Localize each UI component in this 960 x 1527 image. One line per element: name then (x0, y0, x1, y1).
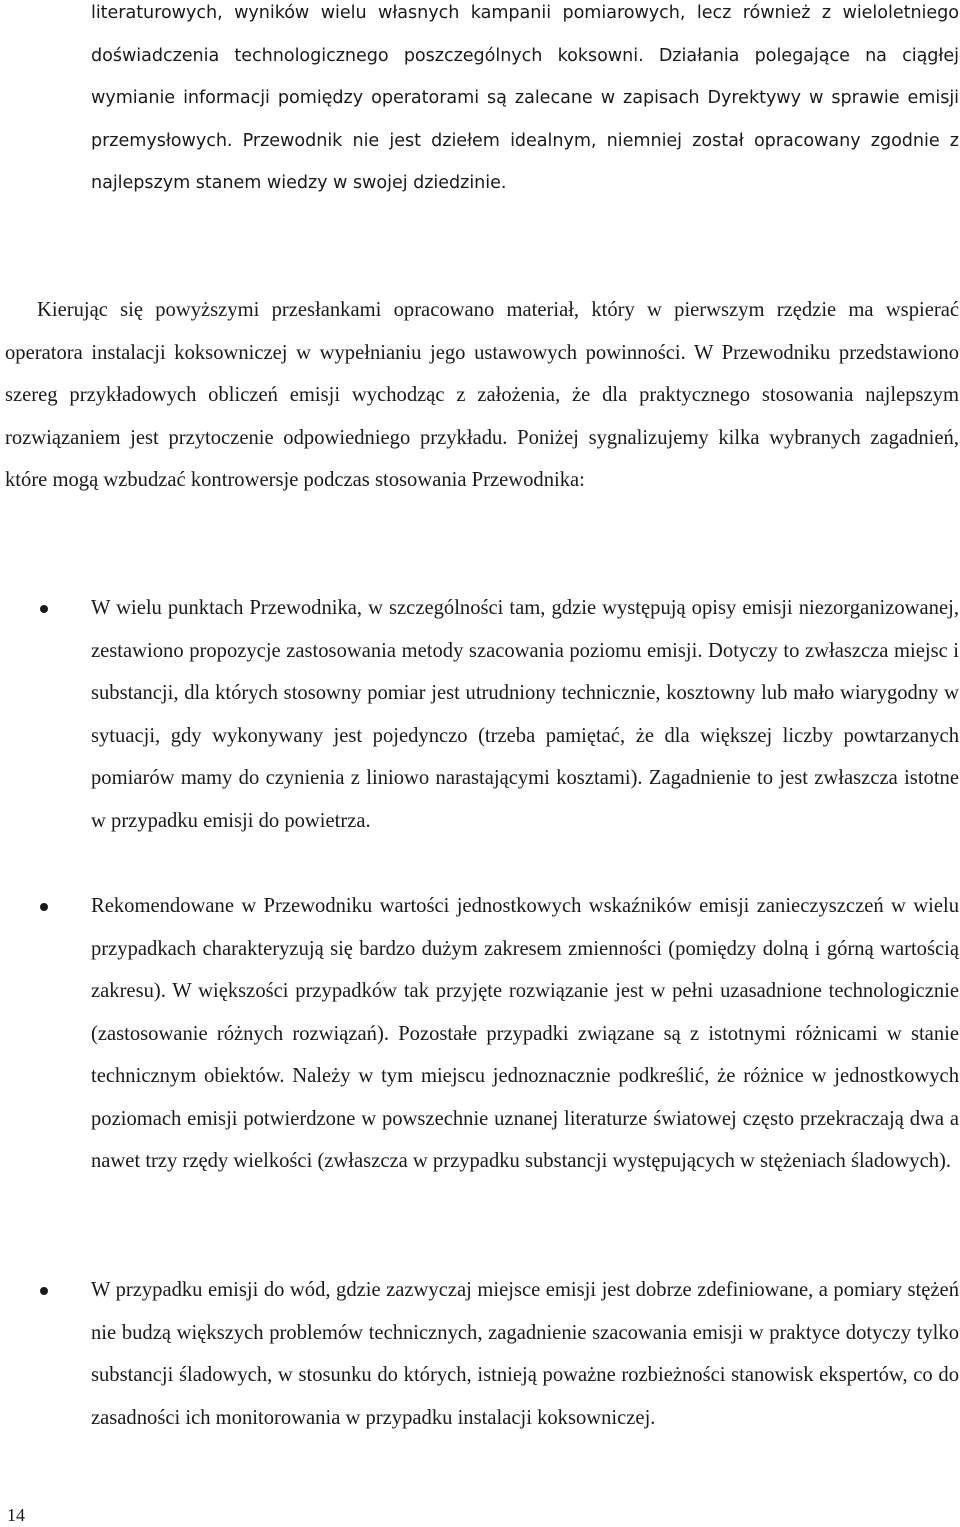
bullet-text: Rekomendowane w Przewodniku wartości jednostkowych wskaźników emisji zanieczyszczeń w wielu przypadkach charakteryzują się bardzo dużym zakresem zmienności (pomiędzy dolną i górną wartością zakresu). W większości przypadków tak przyjęte rozwiązanie jest w pełni uzasadnione technologicznie (zastosowanie różnych rozwiązań). Pozostałe przypadki związane są z istotnymi różnicami w stanie technicznym obiektów. Należy w tym miejscu jednoznacznie podkreślić, że różnice w jednostkowych poziomach emisji potwierdzone w powszechnie uznanej literaturze światowej często przekraczają dwa a nawet trzy rzędy wielkości (zwłaszcza w przypadku substancji występujących w stężeniach śladowych). (91, 895, 959, 1172)
paragraph-premises: Kierując się powyższymi przesłankami opracowano materiał, który w pierwszym rzędzie ma wspierać operatora instalacji koksowniczej w wypełnianiu jego ustawowych powinności. W Przewodniku przedstawiono szereg przykładowych obliczeń emisji wychodząc z założenia, że dla praktycznego stosowania najlepszym rozwiązaniem jest przytoczenie odpowiedniego przykładu. Poniżej sygnalizujemy kilka wybranych zagadnień, które mogą wzbudzać kontrowersje podczas stosowania Przewodnika: (5, 299, 959, 491)
bullet-icon (40, 1287, 48, 1295)
bullet-text: W wielu punktach Przewodnika, w szczególności tam, gdzie występują opisy emisji niezorganizowanej, zestawiono propozycje zastosowania metody szacowania poziomu emisji. Dotyczy to zwłaszcza miejsc i substancji, dla których stosowny pomiar jest utrudniony technicznie, kosztowny lub mało wiarygodny w sytuacji, gdy wykonywany jest pojedynczo (trzeba pamiętać, że dla większej liczby powtarzanych pomiarów mamy do czynienia z liniowo narastającymi kosztami). Zagadnienie to jest zwłaszcza istotne w przypadku emisji do powietrza. (91, 597, 959, 832)
bullet-text: W przypadku emisji do wód, gdzie zazwyczaj miejsce emisji jest dobrze zdefiniowane, a pomiary stężeń nie budzą większych problemów technicznych, zagadnienie szacowania emisji w praktyce dotyczy tylko substancji śladowych, w stosunku do których, istnieją poważne rozbieżności stanowisk ekspertów, co do zasadności ich monitorowania w przypadku instalacji koksowniczej. (91, 1279, 959, 1429)
paragraph-intro-continuation: literaturowych, wyników wielu własnych kampanii pomiarowych, lecz również z wieloletniego doświadczenia technologicznego poszczególnych koksowni. Działania polegające na ciągłej wymianie informacji pomiędzy operatorami są zalecane w zapisach Dyrektywy w sprawie emisji przemysłowych. Przewodnik nie jest dziełem idealnym, niemniej został opracowany zgodnie z najlepszym stanem wiedzy w swojej dziedzinie. (91, 3, 959, 193)
bullet-icon (40, 903, 48, 911)
bullet-icon (40, 605, 48, 613)
page-number: 14 (7, 1505, 25, 1525)
